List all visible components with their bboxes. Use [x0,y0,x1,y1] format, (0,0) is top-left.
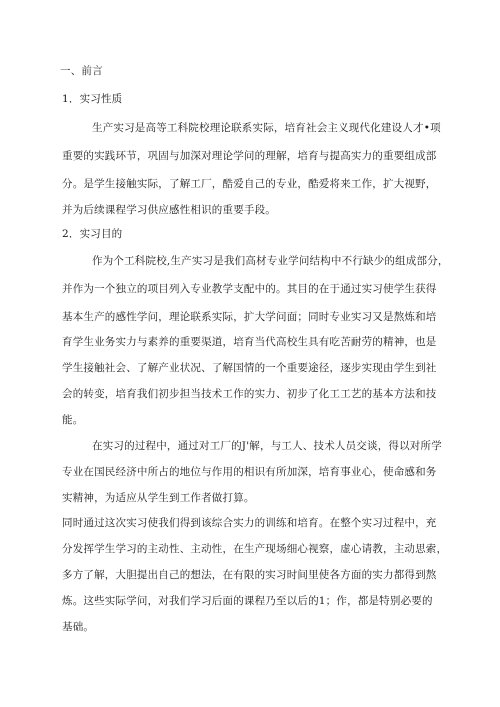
section-2-para1-line: 会的转变，培育我们初步担当技术工作的实力、初步了化工工艺的基本方法和技 [62,388,437,400]
section-1-line: 重要的实践环节，巩固与加深对理论学问的理解，培育与提高实力的重要组成部 [62,150,437,162]
section-2-para2-line: 专业在国民经济中所占的地位与作用的相识有所加深，培育事业心，使命感和务 [62,466,437,478]
section-1-line: 生产实习是高等工科院校理论联系实际，培育社会主义现代化建设人才•项 [92,122,441,134]
section-1-title: 1．实习性质 [62,93,123,105]
section-2-para3-line: 同时通过这次实习使我们得到该综合实力的训练和培育。在整个实习过程中，充 [62,517,437,529]
section-1-line: 并为后续课程学习供应感性相识的重要手段。 [62,204,276,216]
section-1-line: 分。是学生接触实际，了解工厂，酷爱自己的专业，酷爱将来工作，扩大视野， [62,178,437,190]
section-2-para3-line: 基础。 [62,621,95,633]
section-2-para3-line: 分发挥学生学习的主动性、主动性，在生产现场细心视察，虚心请教，主动思索， [62,543,448,555]
section-2-para2-line: 实精神，为适应从学生到工作者做打算。 [62,492,255,504]
section-2-para2-line: 在实习的过程中，通过对工厂的J'解，与工人、技术人员交谈，得以对所学 [92,440,442,452]
heading-foreword: 一、前言 [60,65,103,77]
section-2-para3-line: 炼。这些实际学问，对我们学习后面的课程乃至以后的1；作，都是特别必要的 [62,595,433,607]
section-2-para1-line: 作为个工科院校,生产实习是我们高材专业学问结构中不行缺少的组成部分， [92,255,449,267]
section-2-para1-line: 学生接触社会、了解产业状况、了解国情的一个重要途径，逐步实现由学生到社 [62,362,437,374]
section-2-para1-line: 基本生产的感性学问，理论联系实际，扩大学问面；同时专业实习又是熬炼和培 [62,311,437,323]
section-2-para1-line: 能。 [62,414,84,426]
section-2-para1-line: 并作为一个独立的项目列入专业教学支配中的。其目的在于通过实习使学生获得 [62,283,437,295]
section-2-para1-line: 育学生业务实力与素养的重要渠道，培育当代高校生具有吃苦耐劳的精神，也是 [62,336,437,348]
section-2-title: 2．实习目的 [62,228,123,240]
section-2-para3-line: 多方了解，大胆提出自己的想法，在有限的实习时间里使各方面的实力都得到熬 [62,569,437,581]
